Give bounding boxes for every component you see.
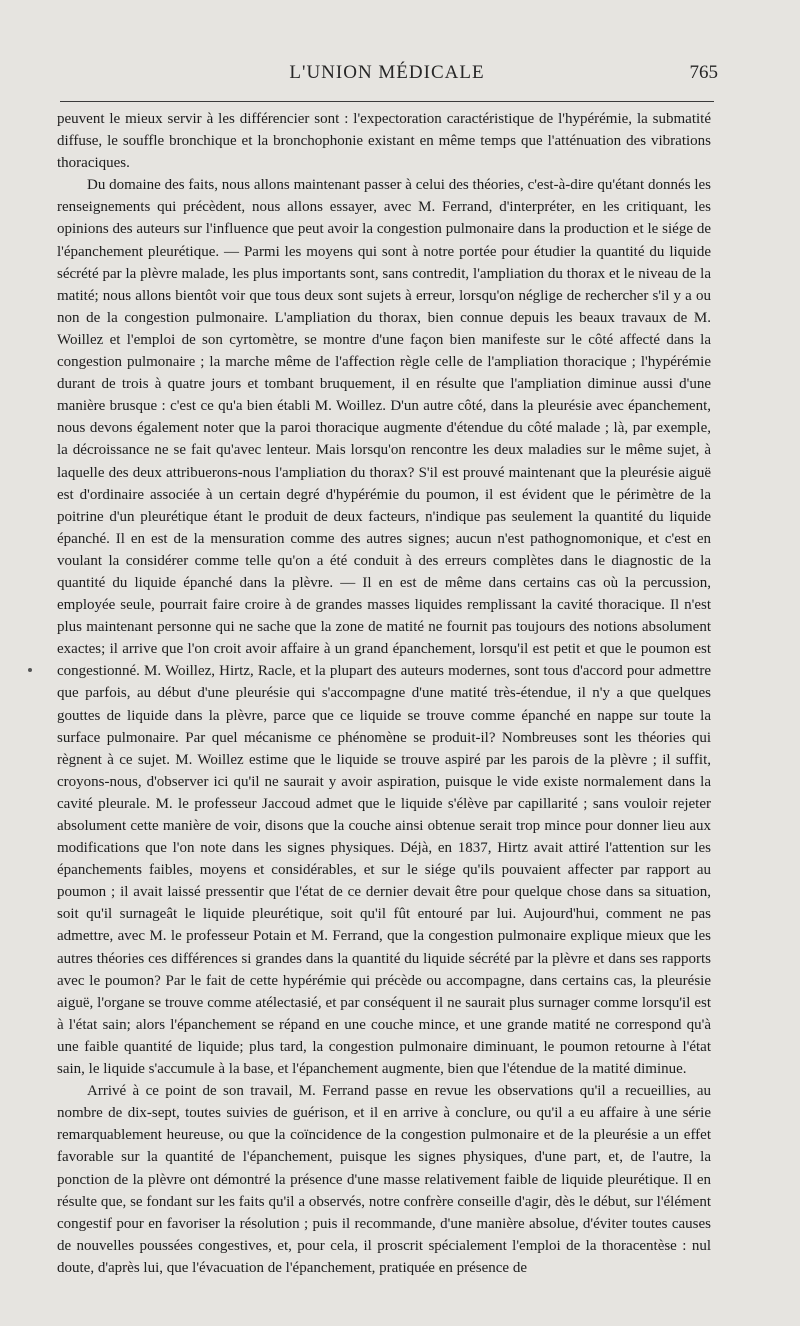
paragraph-ferrand-review: Arrivé à ce point de son travail, M. Ferrand passe en revue les observations qu'il a recueillies, au nombre de dix-sept, toutes suivies de guérison, et il en arrive à conclure, ou qu'il a eu affaire à une série remarquablement heureuse, ou que la coïncidence de la congestion pulmonaire et de la pleurésie a un effet favorable sur la quantité de l'épanchement, puisque les signes physiques, d'une part, et, de l'autre, la ponction de la plèvre ont démontré la présence d'une masse relativement faible de liquide pleurétique. Il en résulte que, se fondant sur les faits qu'il a observés, notre confrère conseille d'agir, dès le début, sur l'élément congestif pour en favoriser la résolution ; puis il recommande, d'une manière absolue, d'éviter toutes causes de nouvelles poussées congestives, et, pour cela, il proscrit spécialement l'emploi de la thoracentèse : nul doute, d'après lui, que l'évacuation de l'épanchement, pratiquée en présence de bbox=[57, 1083, 711, 1276]
paragraph-continuation: peuvent le mieux servir à les différencier sont : l'expectoration caractéristique de l'hypérémie, la submatité diffuse, le souffle bronchique et la bronchophonie existant en même temps que l'atténuation des vibrations thoraciques. bbox=[57, 111, 711, 172]
paragraph-theories: Du domaine des faits, nous allons maintenant passer à celui des théories, c'est-à-dire qu'étant donnés les renseignements qui précèdent, nous allons essayer, avec M. Ferrand, d'interpréter, en les critiquant, les opinions des auteurs sur l'influence que peut avoir la congestion pulmonaire dans la production et le siége de l'épanchement pleurétique. — Parmi les moyens qui sont à notre portée pour étudier la quantité du liquide sécrété par la plèvre malade, les plus importants sont, sans contredit, l'ampliation du thorax et le niveau de la matité; nous allons bientôt voir que tous deux sont sujets à erreur, lorsqu'on néglige de rechercher s'il y a ou non de la congestion pulmonaire. L'ampliation du thorax, bien connue depuis les beaux travaux de M. Woillez et l'emploi de son cyrtomètre, se montre d'une façon bien manifeste sur le côté affecté dans la congestion pulmonaire ; la marche même de l'affection règle celle de l'ampliation thoracique ; l'hypérémie durant de trois à quatre jours et tombant bruquement, il en résulte que l'ampliation diminue aussi d'une manière brusque : c'est ce qu'a bien établi M. Woillez. D'un autre côté, dans la pleurésie avec épanchement, nous devons également noter que la paroi thoracique augmente d'étendue du côté malade ; là, par exemple, la décroissance ne se fait qu'avec lenteur. Mais lorsqu'on rencontre les deux maladies sur le même sujet, à laquelle des deux attribuerons-nous l'ampliation du thorax? S'il est prouvé maintenant que la pleurésie aiguë est d'ordinaire associée à un certain degré d'hypérémie du poumon, il est évident que le périmètre de la poitrine d'un pleurétique étant le produit de deux facteurs, n'indique pas seulement la quantité du liquide épanché. Il en est de la mensuration comme des autres signes; aucun n'est pathognomonique, et c'est en voulant la considérer comme telle qu'on a été conduit à des erreurs complètes dans le diagnostic de la quantité du liquide épanché dans la plèvre. — Il en est de même dans certains cas où la percussion, employée seule, pourrait faire croire à de grandes masses liquides remplissant la cavité thoracique. Il n'est plus maintenant personne qui ne sache que la zone de matité ne fournit pas toujours des notions absolument exactes; il arrive que l'on croit avoir affaire à un grand épanchement, lorsqu'il est petit et que le poumon est congestionné. M. Woillez, Hirtz, Racle, et la plupart des auteurs modernes, sont tous d'accord pour admettre que parfois, au début d'une pleurésie qui s'accompagne d'une matité très-étendue, il n'y a que quelques gouttes de liquide dans la plèvre, parce que ce liquide se trouve comme épanché en nappe sur toute la surface pulmonaire. Par quel mécanisme ce phénomène se produit-il? Nombreuses sont les théories qui règnent à ce sujet. M. Woillez estime que le liquide se trouve aspiré par les parois de la plèvre ; il suffit, croyons-nous, d'observer ici qu'il ne saurait y avoir aspiration, puisque le vide existe normalement dans la cavité pleurale. M. le professeur Jaccoud admet que le liquide s'élève par capillarité ; sans vouloir rejeter absolument cette manière de voir, disons que la couche ainsi obtenue serait trop mince pour donner lieu aux modifications que l'on note dans les signes physiques. Déjà, en 1837, Hirtz avait attiré l'attention sur les épanchements faibles, moyens et considérables, et sur le siége qu'ils pouvaient affecter par rapport au poumon ; il avait laissé pressentir que l'état de ce dernier devait être pour quelque chose dans sa situation, soit qu'il surnageât le liquide pleurétique, soit qu'il fût entouré par lui. Aujourd'hui, comment ne pas admettre, avec M. le professeur Potain et M. Ferrand, que la congestion pulmonaire explique mieux que les autres théories ces différences si grandes dans la quantité du liquide sécrété par la plèvre et dans ses rapports avec le poumon? Par le fait de cette hypérémie qui précède ou accompagne, dans certains cas, la pleurésie aiguë, l'organe se trouve comme atélectasié, et par conséquent il ne saurait plus surnager comme lorsqu'il est à l'état sain; alors l'épanchement se répand en une couche mince, et une grande matité ne correspond qu'à une faible quantité de liquide; plus tard, la congestion pulmonaire diminuant, le poumon retourne à l'état sain, le liquide s'accumule à la base, et l'épanchement augmente, bien que l'étendue de la matité diminue. bbox=[57, 177, 711, 1078]
running-title: L'UNION MÉDICALE bbox=[289, 62, 485, 83]
page-header bbox=[56, 62, 718, 92]
margin-mark bbox=[28, 668, 32, 672]
body-text bbox=[57, 108, 711, 1279]
page-number: 765 bbox=[689, 62, 718, 83]
header-rule bbox=[60, 101, 714, 102]
